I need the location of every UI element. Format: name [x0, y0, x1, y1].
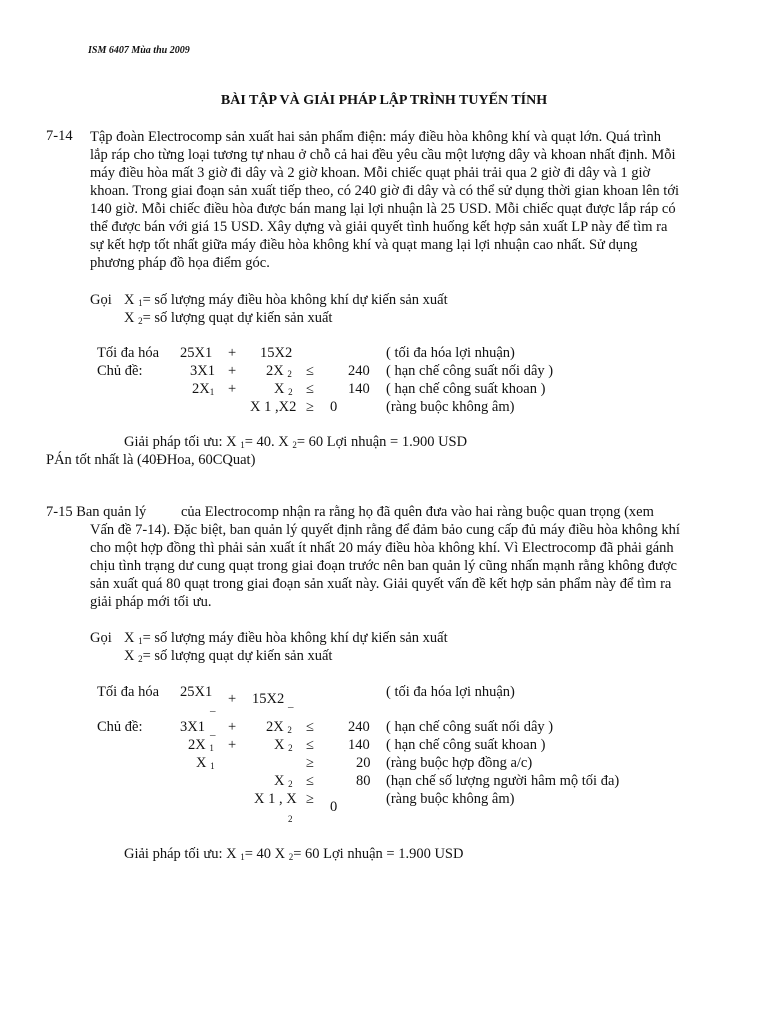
constraint-term: X 1 ,X2 — [250, 399, 297, 415]
optimal-solution: Giải pháp tối ưu: X $_1$= 40 X $_2$= 60 Lợi nhuận = 1.900 USD — [124, 846, 464, 862]
optimal-solution: Giải pháp tối ưu: X $_1$= 40. X $_2$= 60 Lợi nhuận = 1.900 USD — [124, 434, 468, 450]
problem-text: Tập đoàn Electrocomp sản xuất hai sản phẩm điện: máy điều hòa không khí và quạt lớn. Quá trình lắp ráp cho từng loại tương tự nhau ở chỗ cả hai đều yêu cầu một lượng dây và khoan nhất định. Mỗi máy điều hòa mất 3 giờ đi dây và 2 giờ khoan. Mỗi chiếc quạt phải trải qua 2 giờ đi dây và 1 giờ khoan. Trong giai đoạn sản xuất tiếp theo, có 240 giờ đi dây và có thể sử dụng thời gian khoan lên tới 140 giờ. Mỗi chiếc điều hòa được bán mang lại lợi nhuận là 25 USD. Mỗi chiếc quạt được lắp ráp có thể được bán với giá 15 USD. Xây dựng và giải quyết tình huống kết hợp sản xuất LP này để tìm ra sự kết hợp tốt nhất giữa máy điều hòa không khí và quạt mang lại lợi nhuận cao nhất. Sử dụng phương pháp đồ họa điểm góc. — [90, 129, 680, 271]
constraint-term: X $_1$ — [196, 755, 215, 771]
subscript-two: 2 — [288, 814, 293, 824]
less-equal-sign: ≤ — [306, 381, 314, 397]
less-equal-sign: ≤ — [306, 363, 314, 379]
constraint-rhs: 240 — [348, 363, 370, 379]
objective-note: ( tối đa hóa lợi nhuận) — [386, 684, 515, 700]
constraint-term: 2X $_1$ — [188, 737, 214, 753]
plus-sign: + — [228, 719, 237, 735]
best-plan: PÁn tốt nhất là (40ĐHoa, 60CQuat) — [46, 452, 256, 468]
plus-sign: + — [228, 345, 237, 361]
x1-definition: X $_1$= số lượng máy điều hòa không khí dự kiến sản xuất — [124, 292, 448, 308]
constraint-term: 2X $_2$ — [266, 719, 292, 735]
constraint-note: ( hạn chế công suất khoan ) — [386, 381, 546, 397]
constraint-term: X 1 , X — [254, 791, 297, 807]
objective-term-x2: 15X2 — [252, 691, 285, 707]
plus-sign: + — [228, 737, 237, 753]
constraint-term: $2X_1$ — [192, 381, 215, 397]
x1-definition: X $_1$= số lượng máy điều hòa không khí dự kiến sản xuất — [124, 630, 448, 646]
constraint-note: ( hạn chế công suất nối dây ) — [386, 719, 554, 735]
less-equal-sign: ≤ — [306, 737, 314, 753]
underscore-mark: _ — [210, 725, 216, 737]
page-title: BÀI TẬP VÀ GIẢI PHÁP LẬP TRÌNH TUYẾN TÍNH — [220, 93, 548, 108]
constraint-rhs: 140 — [348, 381, 370, 397]
less-equal-sign: ≤ — [306, 773, 314, 789]
x2-definition: X $_2$= số lượng quạt dự kiến sản xuất — [124, 648, 333, 664]
greater-equal-sign: ≥ — [306, 791, 314, 807]
constraint-term: X $_2$ — [274, 737, 293, 753]
objective-term-x2: 15X2 — [260, 345, 293, 361]
constraint-term: 2X $_2$ — [266, 363, 292, 379]
constraint-note: ( hạn chế công suất nối dây ) — [386, 363, 554, 379]
plus-sign: + — [228, 381, 237, 397]
problem-text: Vấn đề 7-14). Đặc biệt, ban quản lý quyết định rằng để đảm bảo cung cấp đủ máy điều hòa không khí cho một hợp đồng thì phải sản xuất ít nhất 20 máy điều hòa không khí. Vì Electrocomp đã phải gánh chịu tình trạng dư cung quạt trong giai đoạn trước nên ban quản lý cũng nhấn mạnh rằng không được sản xuất quá 80 quạt trong giai đoạn sản xuất này. Giải quyết vấn đề kết hợp sản phẩm này để tìm ra giải pháp mới tối ưu. — [90, 522, 680, 610]
constraint-rhs: 0 — [330, 799, 338, 815]
constraint-rhs: 240 — [348, 719, 370, 735]
constraint-term: 3X1 — [180, 719, 205, 735]
underscore-mark: _ — [288, 697, 294, 709]
subject-to-label: Chủ đề: — [97, 719, 143, 735]
objective-term-x1: 25X1 — [180, 345, 213, 361]
problem-number: 7-15 Ban quản lý — [46, 504, 147, 520]
constraint-term: X $_2$ — [274, 381, 293, 397]
x2-definition: X $_2$= số lượng quạt dự kiến sản xuất — [124, 310, 333, 326]
constraint-rhs: 140 — [348, 737, 370, 753]
underscore-mark: _ — [210, 701, 216, 713]
objective-term-x1: 25X1 — [180, 684, 213, 700]
constraint-rhs: 20 — [356, 755, 371, 771]
plus-sign: + — [228, 363, 237, 379]
less-equal-sign: ≤ — [306, 719, 314, 735]
plus-sign: + — [228, 691, 237, 707]
constraint-note: (ràng buộc hợp đồng a/c) — [386, 755, 533, 771]
greater-equal-sign: ≥ — [306, 399, 314, 415]
problem-text-first-line: của Electrocomp nhận ra rằng họ đã quên đưa vào hai ràng buộc quan trọng (xem — [181, 504, 654, 520]
objective-note: ( tối đa hóa lợi nhuận) — [386, 345, 515, 361]
problem-number: 7-14 — [46, 128, 73, 144]
constraint-note: (hạn chế số lượng người hâm mộ tối đa) — [386, 773, 620, 789]
let-label: Gọi — [90, 630, 112, 646]
constraint-term: 3X1 — [190, 363, 215, 379]
constraint-rhs: 80 — [356, 773, 371, 789]
objective-label: Tối đa hóa — [97, 684, 160, 700]
greater-equal-sign: ≥ — [306, 755, 314, 771]
let-label: Gọi — [90, 292, 112, 308]
constraint-note: ( hạn chế công suất khoan ) — [386, 737, 546, 753]
constraint-note: (ràng buộc không âm) — [386, 399, 515, 415]
objective-label: Tối đa hóa — [97, 345, 160, 361]
constraint-rhs: 0 — [330, 399, 338, 415]
constraint-term: X $_2$ — [274, 773, 293, 789]
subject-to-label: Chủ đề: — [97, 363, 143, 379]
course-header: ISM 6407 Mùa thu 2009 — [88, 45, 190, 56]
constraint-note: (ràng buộc không âm) — [386, 791, 515, 807]
